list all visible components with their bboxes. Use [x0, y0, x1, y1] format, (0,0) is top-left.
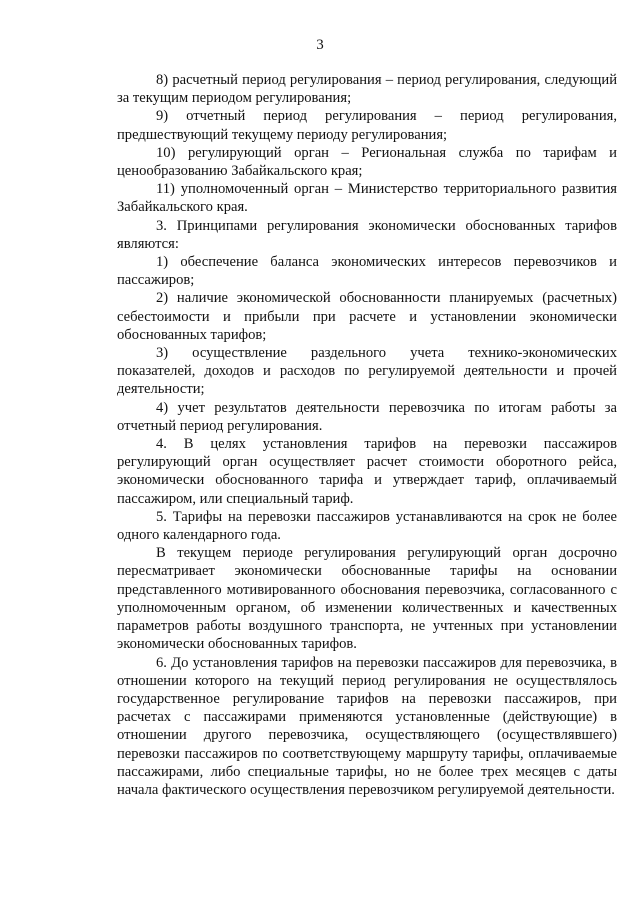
document-body: [117, 71, 617, 799]
paragraph-principle-3: 3) осуществление раздельного учета технико-экономических показателей, доходов и расходов по регулируемой деятельности и прочей деятельности;: [117, 345, 617, 398]
paragraph-section-4: 4. В целях установления тарифов на перевозки пассажиров регулирующий орган осуществляет расчет стоимости оборотного рейса, экономически обоснованного тарифа и утверждает тариф, оплачиваемый пассажиром, или специальный тариф.: [117, 436, 617, 507]
paragraph-item-11: 11) уполномоченный орган – Министерство территориального развития Забайкальского края.: [117, 181, 617, 216]
paragraph-item-8: 8) расчетный период регулирования – период регулирования, следующий за текущим периодом регулирования;: [117, 72, 617, 107]
paragraph-section-3: 3. Принципами регулирования экономически обоснованных тарифов являются:: [117, 217, 617, 252]
paragraph-item-10: 10) регулирующий орган – Региональная служба по тарифам и ценообразованию Забайкальского края;: [117, 144, 617, 180]
paragraph-principle-1: 1) обеспечение баланса экономических интересов перевозчиков и пассажиров;: [117, 254, 617, 289]
paragraph-principle-4: 4) учет результатов деятельности перевозчика по итогам работы за отчетный период регулирования.: [117, 399, 617, 434]
paragraph-principle-2: 2) наличие экономической обоснованности планируемых (расчетных) себестоимости и прибыли при расчете и установлении экономически обоснованных тарифов;: [117, 290, 617, 343]
paragraph-item-9: 9) отчетный период регулирования – период регулирования, предшествующий текущему периоду регулирования;: [117, 108, 617, 143]
paragraph-early-revision: В текущем периоде регулирования регулирующий орган досрочно пересматривает экономически обоснованные тарифы на основании представленного мотивированного обоснования перевозчика, согласованного с уполномоченным органом, об изменении количественных и качественных параметров работы воздушного транспорта, не учтенных при установлении экономически обоснованных тарифов.: [117, 545, 617, 653]
page-number: 3: [316, 37, 324, 53]
paragraph-section-6: 6. До установления тарифов на перевозки пассажиров для перевозчика, в отношении которого на текущий период регулирования не осуществлялось государственное регулирование тарифов на перевозки пассажиров, при расчетах с пассажирами применяются установленные (действующие) в отношении другого перевозчика, осуществляющего (осуществлявшего) перевозки пассажиров по соответствующему маршруту тарифы, оплачиваемые пассажирами, либо специальные тарифы, но не более трех месяцев с даты начала фактического осуществления перевозчиком регулируемой деятельности.: [117, 654, 617, 798]
paragraph-section-5: 5. Тарифы на перевозки пассажиров устанавливаются на срок не более одного календарного года.: [117, 508, 617, 544]
